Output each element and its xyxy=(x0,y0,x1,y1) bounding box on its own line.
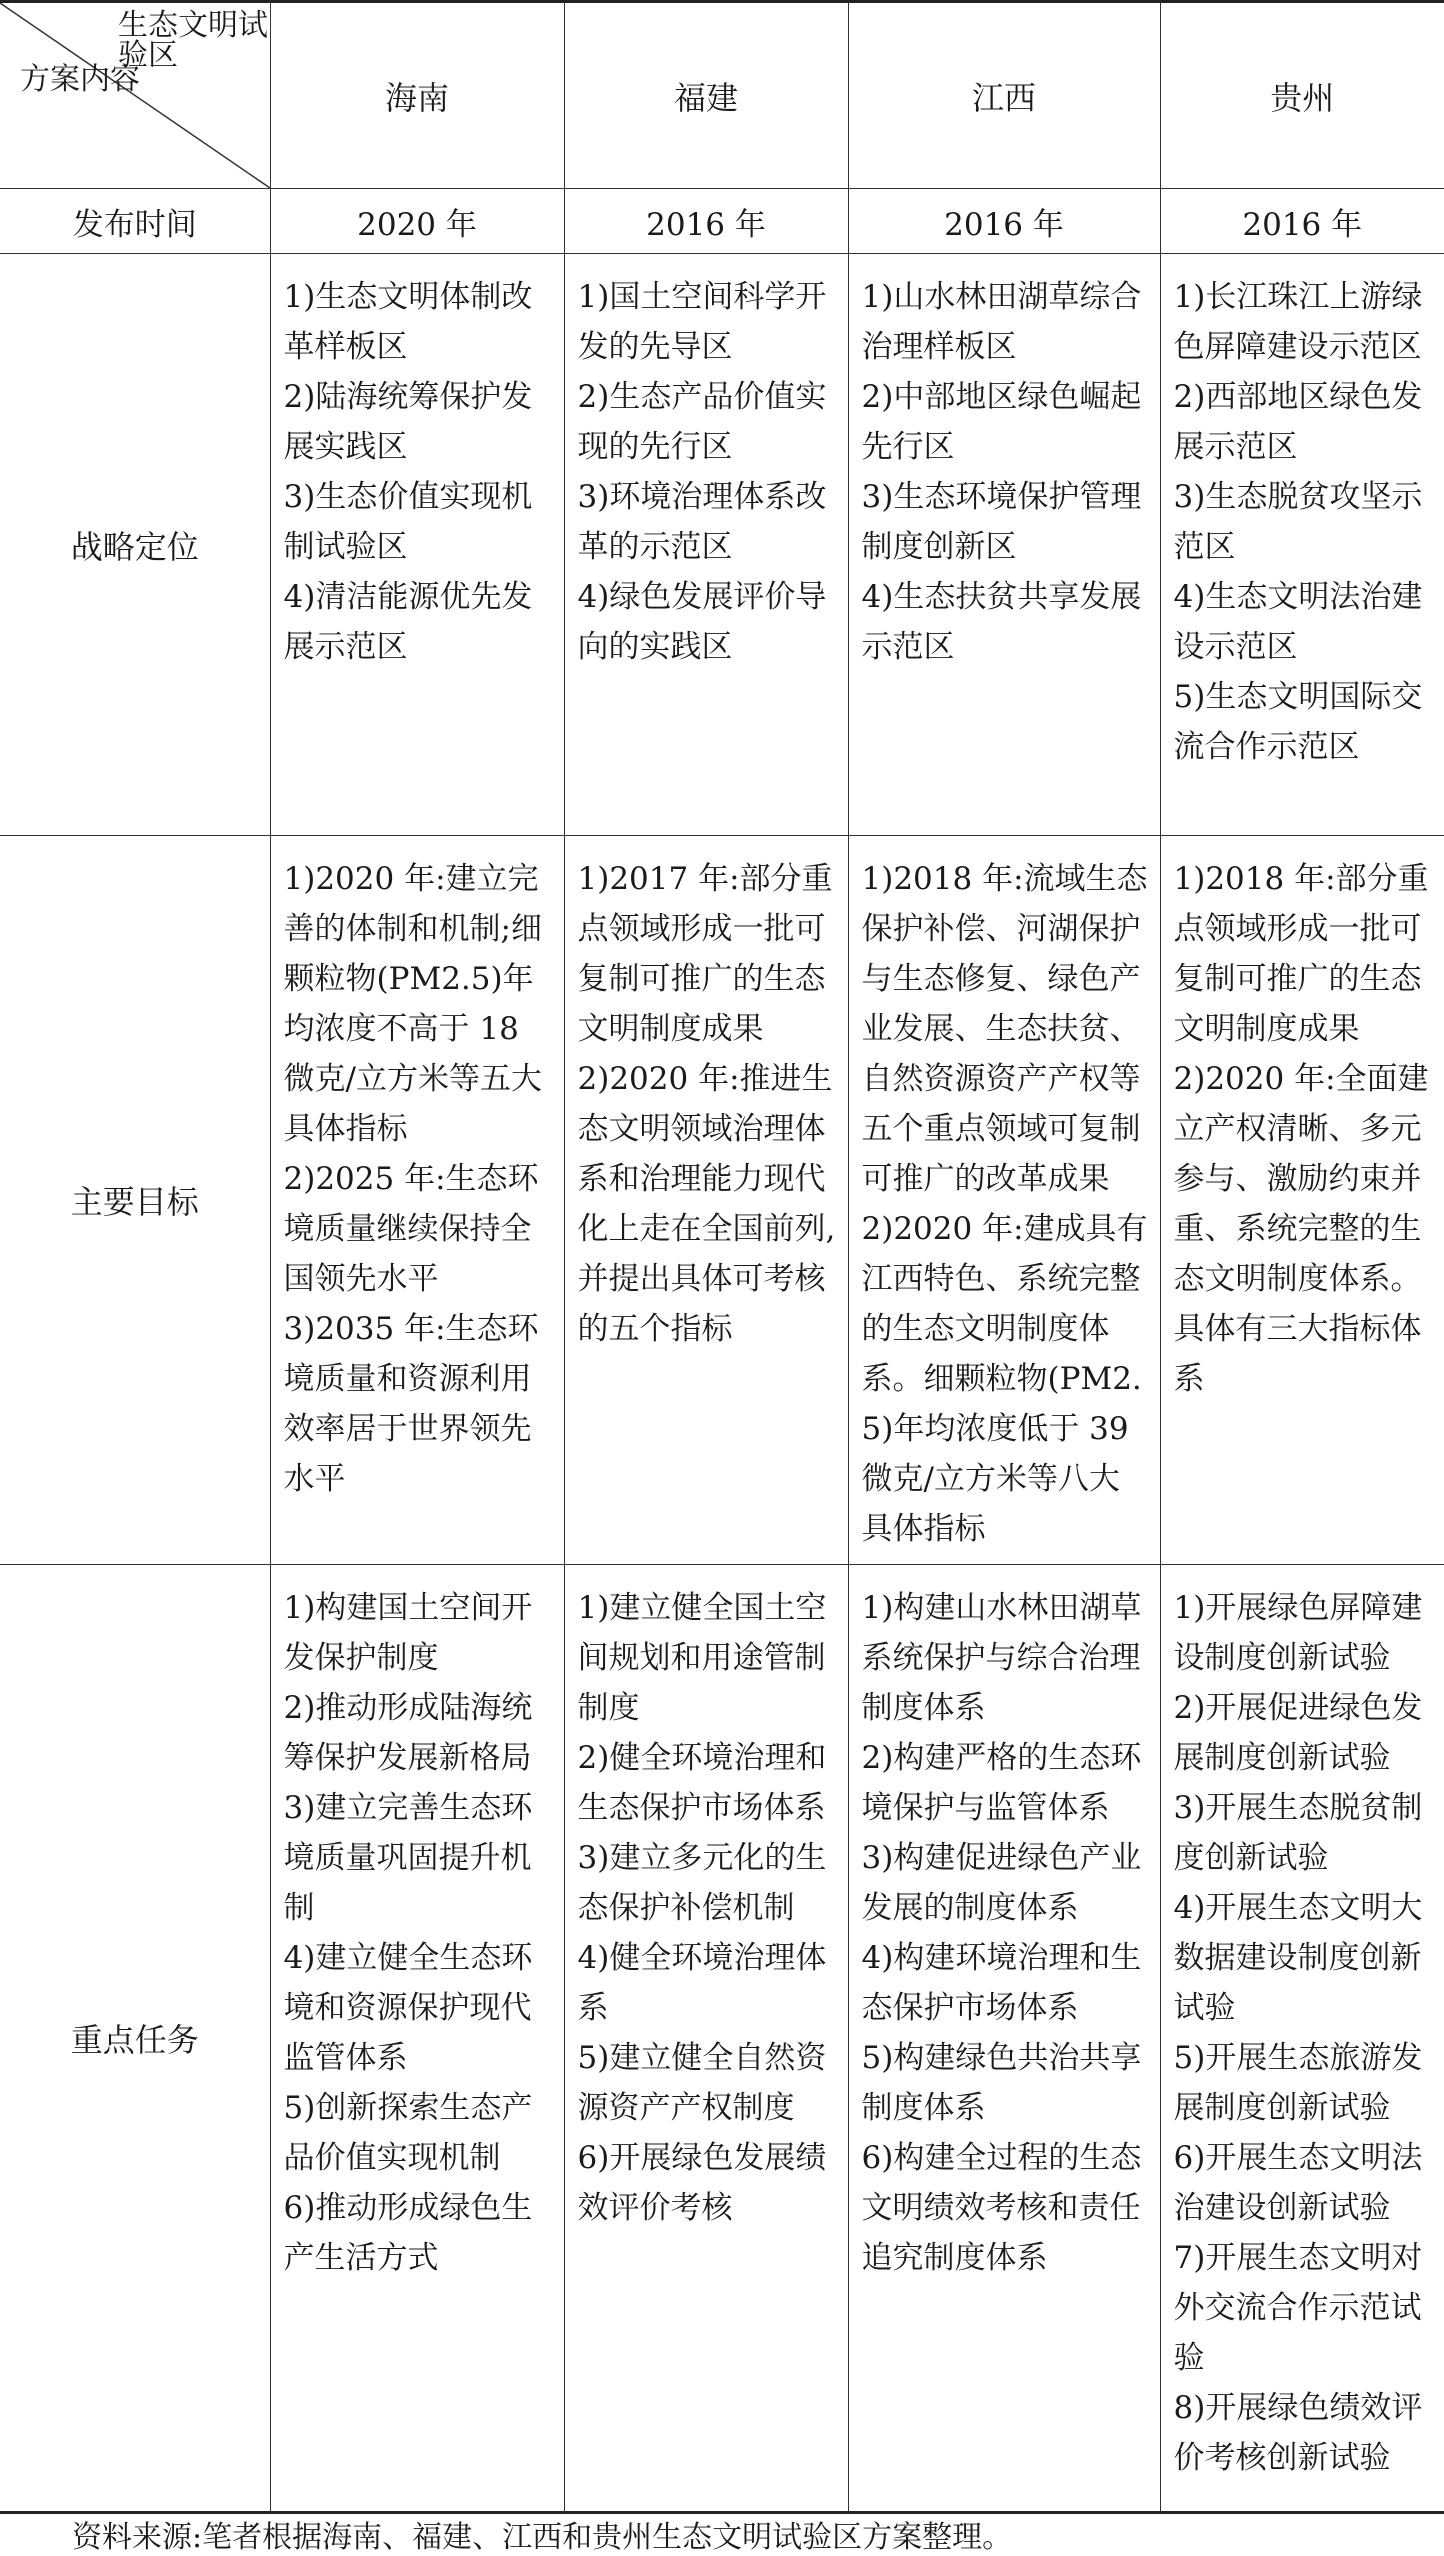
source-note: 资料来源:笔者根据海南、福建、江西和贵州生态文明试验区方案整理。 xyxy=(72,2520,1013,2555)
list-item: 2)开展促进绿色发展制度创新试验 xyxy=(1173,1690,1423,1776)
table-cell: 2016 年 xyxy=(848,189,1160,254)
list-item: 2)2020 年:建成具有江西特色、系统完整的生态文明制度体系。细颗粒物(PM2.5)年均浓度低于 39 微克/立方米等八大具体指标 xyxy=(861,1211,1148,1547)
table-row-key-tasks xyxy=(0,1565,1444,2513)
list-item: 2)健全环境治理和生态保护市场体系 xyxy=(577,1740,827,1826)
list-item: 1)2020 年:建立完善的体制和机制;细颗粒物(PM2.5)年均浓度不高于 18 微克/立方米等五大具体指标 xyxy=(283,861,542,1147)
list-item: 3)生态价值实现机制试验区 xyxy=(283,479,533,565)
row-label: 主要目标 xyxy=(0,836,270,1565)
table-row-strategic-positioning xyxy=(0,254,1444,836)
list-item: 1)开展绿色屏障建设制度创新试验 xyxy=(1173,1590,1423,1676)
list-item: 2)陆海统筹保护发展实践区 xyxy=(283,379,533,465)
table-cell xyxy=(1160,1565,1444,2513)
list-item: 1)2017 年:部分重点领域形成一批可复制可推广的生态文明制度成果 xyxy=(577,861,833,1047)
col-header-jiangxi: 江西 xyxy=(848,2,1160,189)
col-header-fujian: 福建 xyxy=(564,2,848,189)
list-item: 1)2018 年:部分重点领域形成一批可复制可推广的生态文明制度成果 xyxy=(1173,861,1429,1047)
list-item: 2)2025 年:生态环境质量继续保持全国领先水平 xyxy=(283,1161,539,1297)
list-item: 8)开展绿色绩效评价考核创新试验 xyxy=(1173,2390,1423,2476)
list-item: 3)2035 年:生态环境质量和资源利用效率居于世界领先水平 xyxy=(283,1311,539,1497)
table-cell xyxy=(848,836,1160,1565)
list-item: 5)建立健全自然资源资产产权制度 xyxy=(577,2040,827,2126)
list-item: 2)2020 年:全面建立产权清晰、多元参与、激励约束并重、系统完整的生态文明制度体系。具体有三大指标体系 xyxy=(1173,1061,1429,1397)
list-item: 1)构建山水林田湖草系统保护与综合治理制度体系 xyxy=(861,1590,1142,1726)
row-label: 战略定位 xyxy=(0,254,270,836)
list-item: 3)开展生态脱贫制度创新试验 xyxy=(1173,1790,1423,1876)
list-item: 5)构建绿色共治共享制度体系 xyxy=(861,2040,1142,2126)
list-item: 4)绿色发展评价导向的实践区 xyxy=(577,579,827,665)
table-cell xyxy=(848,1565,1160,2513)
table-cell xyxy=(270,254,564,836)
list-item: 4)生态扶贫共享发展示范区 xyxy=(861,579,1142,665)
list-item: 2)生态产品价值实现的先行区 xyxy=(577,379,827,465)
list-item: 1)2018 年:流域生态保护补偿、河湖保护与生态修复、绿色产业发展、生态扶贫、自然资源资产产权等五个重点领域可复制可推广的改革成果 xyxy=(861,861,1148,1197)
table-cell xyxy=(270,1565,564,2513)
list-item: 5)开展生态旅游发展制度创新试验 xyxy=(1173,2040,1423,2126)
list-item: 2)推动形成陆海统筹保护发展新格局 xyxy=(283,1690,533,1776)
list-item: 5)生态文明国际交流合作示范区 xyxy=(1173,679,1423,765)
list-item: 2)2020 年:推进生态文明领域治理体系和治理能力现代化上走在全国前列,并提出具体可考核的五个指标 xyxy=(577,1061,836,1347)
list-item: 7)开展生态文明对外交流合作示范试验 xyxy=(1173,2240,1423,2376)
list-item: 2)中部地区绿色崛起先行区 xyxy=(861,379,1142,465)
list-item: 4)健全环境治理体系 xyxy=(577,1940,827,2026)
list-item: 1)长江珠江上游绿色屏障建设示范区 xyxy=(1173,279,1423,365)
list-item: 3)生态脱贫攻坚示范区 xyxy=(1173,479,1423,565)
list-item: 1)构建国土空间开发保护制度 xyxy=(283,1590,533,1676)
list-item: 5)创新探索生态产品价值实现机制 xyxy=(283,2090,533,2176)
table-cell xyxy=(564,836,848,1565)
corner-middle-label: 方案内容 xyxy=(20,62,140,97)
list-item: 6)构建全过程的生态文明绩效考核和责任追究制度体系 xyxy=(861,2140,1142,2276)
table-cell: 2016 年 xyxy=(564,189,848,254)
list-item: 1)山水林田湖草综合治理样板区 xyxy=(861,279,1142,365)
list-item: 3)环境治理体系改革的示范区 xyxy=(577,479,827,565)
list-item: 6)开展绿色发展绩效评价考核 xyxy=(577,2140,827,2226)
table-cell: 2020 年 xyxy=(270,189,564,254)
list-item: 1)生态文明体制改革样板区 xyxy=(283,279,533,365)
col-header-hainan: 海南 xyxy=(270,2,564,189)
row-label: 发布时间 xyxy=(0,189,270,254)
list-item: 4)开展生态文明大数据建设制度创新试验 xyxy=(1173,1890,1423,2026)
table-header-row xyxy=(0,2,1444,189)
corner-header xyxy=(0,2,270,189)
list-item: 1)建立健全国土空间规划和用途管制制度 xyxy=(577,1590,827,1726)
table-cell xyxy=(564,254,848,836)
list-item: 4)构建环境治理和生态保护市场体系 xyxy=(861,1940,1142,2026)
list-item: 4)建立健全生态环境和资源保护现代监管体系 xyxy=(283,1940,533,2076)
table-row-release-date xyxy=(0,189,1444,254)
col-header-guizhou: 贵州 xyxy=(1160,2,1444,189)
table-row-main-goals xyxy=(0,836,1444,1565)
list-item: 4)清洁能源优先发展示范区 xyxy=(283,579,533,665)
table-cell xyxy=(1160,836,1444,1565)
table-cell xyxy=(564,1565,848,2513)
row-label: 重点任务 xyxy=(0,1565,270,2513)
table-cell: 2016 年 xyxy=(1160,189,1444,254)
list-item: 2)西部地区绿色发展示范区 xyxy=(1173,379,1423,465)
list-item: 6)开展生态文明法治建设创新试验 xyxy=(1173,2140,1423,2226)
list-item: 4)生态文明法治建设示范区 xyxy=(1173,579,1423,665)
list-item: 3)构建促进绿色产业发展的制度体系 xyxy=(861,1840,1142,1926)
list-item: 6)推动形成绿色生产生活方式 xyxy=(283,2190,533,2276)
table-cell xyxy=(848,254,1160,836)
list-item: 2)构建严格的生态环境保护与监管体系 xyxy=(861,1740,1142,1826)
list-item: 1)国土空间科学开发的先导区 xyxy=(577,279,827,365)
table-cell xyxy=(270,836,564,1565)
list-item: 3)建立完善生态环境质量巩固提升机制 xyxy=(283,1790,533,1926)
list-item: 3)生态环境保护管理制度创新区 xyxy=(861,479,1142,565)
table-cell xyxy=(1160,254,1444,836)
corner-top-label: 生态文明试验区 xyxy=(118,8,268,73)
list-item: 3)建立多元化的生态保护补偿机制 xyxy=(577,1840,827,1926)
